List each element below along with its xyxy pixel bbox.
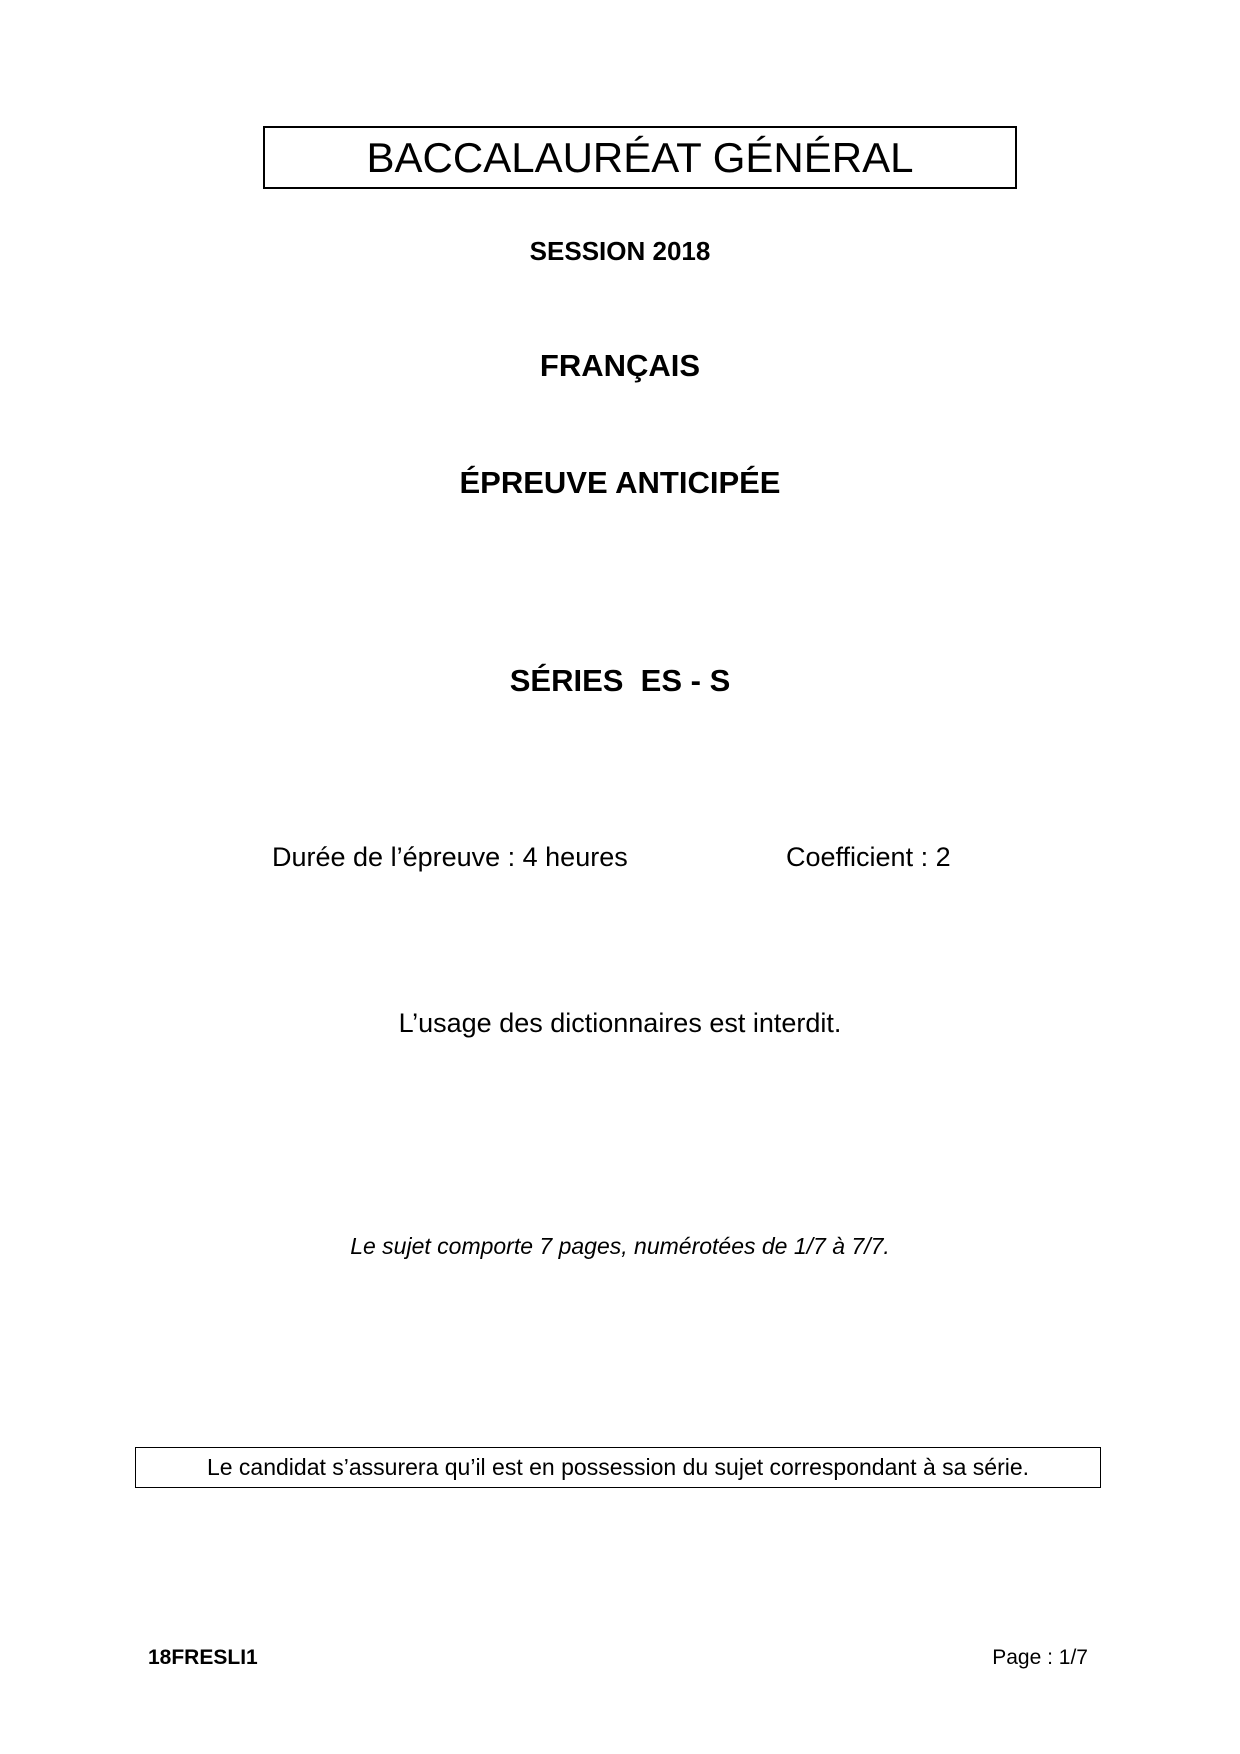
pages-note: Le sujet comporte 7 pages, numérotées de 1/7 à 7/7.	[350, 1233, 890, 1259]
series-label: SÉRIES ES - S	[509, 663, 731, 698]
footer-page-number: Page : 1/7	[992, 1646, 1088, 1669]
session-label: SESSION 2018	[529, 236, 711, 266]
duration-label: Durée de l’épreuve : 4 heures	[272, 842, 628, 872]
footer-code: 18FRESLI1	[148, 1646, 258, 1669]
exam-title: BACCALAURÉAT GÉNÉRAL	[263, 126, 1017, 189]
exam-type-label: ÉPREUVE ANTICIPÉE	[459, 465, 781, 500]
coefficient-label: Coefficient : 2	[786, 842, 951, 872]
candidate-notice: Le candidat s’assurera qu’il est en possession du sujet correspondant à sa série.	[135, 1447, 1101, 1488]
subject-label: FRANÇAIS	[539, 348, 701, 383]
dictionary-rule: L’usage des dictionnaires est interdit.	[398, 1008, 842, 1038]
